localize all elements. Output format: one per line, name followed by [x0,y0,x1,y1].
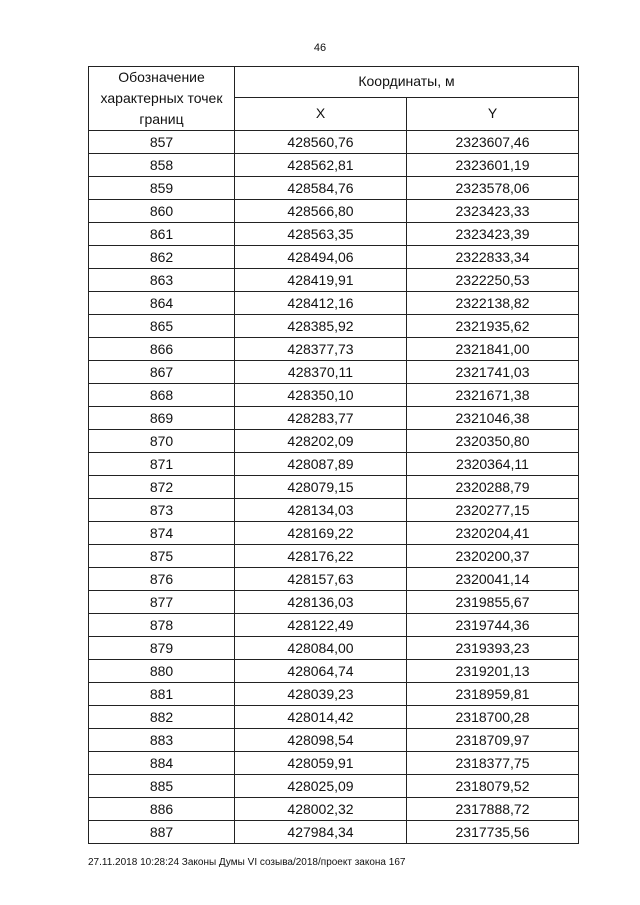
x-coordinate-cell: 428176,22 [235,545,407,568]
point-id-cell: 881 [89,683,235,706]
point-id-cell: 864 [89,292,235,315]
header-coordinates: Координаты, м [235,67,579,98]
x-coordinate-cell: 428134,03 [235,499,407,522]
y-coordinate-cell: 2320364,11 [407,453,579,476]
y-coordinate-cell: 2319201,13 [407,660,579,683]
x-coordinate-cell: 428064,74 [235,660,407,683]
x-coordinate-cell: 428157,63 [235,568,407,591]
x-coordinate-cell: 428084,00 [235,637,407,660]
table-row [89,591,579,614]
point-id-cell: 863 [89,269,235,292]
x-coordinate-cell: 428087,89 [235,453,407,476]
y-coordinate-cell: 2322250,53 [407,269,579,292]
table-row [89,660,579,683]
point-id-cell: 885 [89,775,235,798]
point-id-cell: 874 [89,522,235,545]
point-id-cell: 857 [89,131,235,154]
y-coordinate-cell: 2320041,14 [407,568,579,591]
x-coordinate-cell: 428014,42 [235,706,407,729]
point-id-cell: 862 [89,246,235,269]
point-id-cell: 873 [89,499,235,522]
table-row [89,200,579,223]
y-coordinate-cell: 2320277,15 [407,499,579,522]
point-id-cell: 875 [89,545,235,568]
table-row [89,798,579,821]
x-coordinate-cell: 428002,32 [235,798,407,821]
y-coordinate-cell: 2319744,36 [407,614,579,637]
y-coordinate-cell: 2319855,67 [407,591,579,614]
point-id-cell: 867 [89,361,235,384]
x-coordinate-cell: 428169,22 [235,522,407,545]
y-coordinate-cell: 2323423,39 [407,223,579,246]
point-id-cell: 884 [89,752,235,775]
y-coordinate-cell: 2321741,03 [407,361,579,384]
x-coordinate-cell: 428283,77 [235,407,407,430]
point-id-cell: 860 [89,200,235,223]
x-coordinate-cell: 428136,03 [235,591,407,614]
point-id-cell: 858 [89,154,235,177]
y-coordinate-cell: 2320350,80 [407,430,579,453]
footer-note: 27.11.2018 10:28:24 Законы Думы VI созыва/2018/проект закона 167 [88,857,406,868]
y-coordinate-cell: 2320200,37 [407,545,579,568]
point-id-cell: 877 [89,591,235,614]
table-row [89,292,579,315]
y-coordinate-cell: 2317888,72 [407,798,579,821]
x-coordinate-cell: 428494,06 [235,246,407,269]
table-row [89,568,579,591]
y-coordinate-cell: 2318079,52 [407,775,579,798]
point-id-cell: 880 [89,660,235,683]
x-coordinate-cell: 428370,11 [235,361,407,384]
x-coordinate-cell: 428377,73 [235,338,407,361]
x-coordinate-cell: 428566,80 [235,200,407,223]
x-coordinate-cell: 428563,35 [235,223,407,246]
table-row [89,407,579,430]
x-coordinate-cell: 428025,09 [235,775,407,798]
y-coordinate-cell: 2318700,28 [407,706,579,729]
point-id-cell: 870 [89,430,235,453]
point-id-cell: 872 [89,476,235,499]
table-row [89,499,579,522]
y-coordinate-cell: 2322138,82 [407,292,579,315]
y-coordinate-cell: 2317735,56 [407,821,579,844]
y-coordinate-cell: 2323601,19 [407,154,579,177]
y-coordinate-cell: 2323423,33 [407,200,579,223]
table-row [89,223,579,246]
y-coordinate-cell: 2318377,75 [407,752,579,775]
x-coordinate-cell: 428098,54 [235,729,407,752]
table-row [89,775,579,798]
point-id-cell: 871 [89,453,235,476]
y-coordinate-cell: 2320204,41 [407,522,579,545]
x-coordinate-cell: 428412,16 [235,292,407,315]
table-row [89,614,579,637]
y-coordinate-cell: 2319393,23 [407,637,579,660]
header-point-designation: Обозначение характерных точек границ [89,67,235,131]
y-coordinate-cell: 2321841,00 [407,338,579,361]
x-coordinate-cell: 428560,76 [235,131,407,154]
y-coordinate-cell: 2318959,81 [407,683,579,706]
header-y: Y [407,97,579,130]
table-row [89,361,579,384]
point-id-cell: 886 [89,798,235,821]
x-coordinate-cell: 428419,91 [235,269,407,292]
table-row [89,545,579,568]
x-coordinate-cell: 428202,09 [235,430,407,453]
table-row [89,683,579,706]
coordinates-table [88,66,579,844]
point-id-cell: 887 [89,821,235,844]
table-row [89,338,579,361]
table-row [89,752,579,775]
y-coordinate-cell: 2323578,06 [407,177,579,200]
x-coordinate-cell: 428079,15 [235,476,407,499]
point-id-cell: 876 [89,568,235,591]
point-id-cell: 859 [89,177,235,200]
y-coordinate-cell: 2321671,38 [407,384,579,407]
x-coordinate-cell: 428039,23 [235,683,407,706]
point-id-cell: 861 [89,223,235,246]
table-row [89,131,579,154]
point-id-cell: 869 [89,407,235,430]
table-row [89,637,579,660]
y-coordinate-cell: 2321046,38 [407,407,579,430]
x-coordinate-cell: 428562,81 [235,154,407,177]
x-coordinate-cell: 428385,92 [235,315,407,338]
point-id-cell: 866 [89,338,235,361]
table-row [89,821,579,844]
point-id-cell: 882 [89,706,235,729]
table-body [89,131,579,844]
table-row [89,453,579,476]
point-id-cell: 879 [89,637,235,660]
y-coordinate-cell: 2322833,34 [407,246,579,269]
point-id-cell: 868 [89,384,235,407]
table-row [89,246,579,269]
y-coordinate-cell: 2321935,62 [407,315,579,338]
table-row [89,154,579,177]
point-id-cell: 878 [89,614,235,637]
header-x: X [235,97,407,130]
x-coordinate-cell: 428350,10 [235,384,407,407]
table-row [89,706,579,729]
y-coordinate-cell: 2318709,97 [407,729,579,752]
x-coordinate-cell: 428059,91 [235,752,407,775]
point-id-cell: 865 [89,315,235,338]
table-row [89,384,579,407]
x-coordinate-cell: 428584,76 [235,177,407,200]
table-row [89,177,579,200]
table-row [89,476,579,499]
y-coordinate-cell: 2323607,46 [407,131,579,154]
table-row [89,315,579,338]
x-coordinate-cell: 427984,34 [235,821,407,844]
page-number: 46 [313,42,327,54]
x-coordinate-cell: 428122,49 [235,614,407,637]
table-row [89,430,579,453]
table-row [89,522,579,545]
table-row [89,269,579,292]
point-id-cell: 883 [89,729,235,752]
table-row [89,729,579,752]
y-coordinate-cell: 2320288,79 [407,476,579,499]
